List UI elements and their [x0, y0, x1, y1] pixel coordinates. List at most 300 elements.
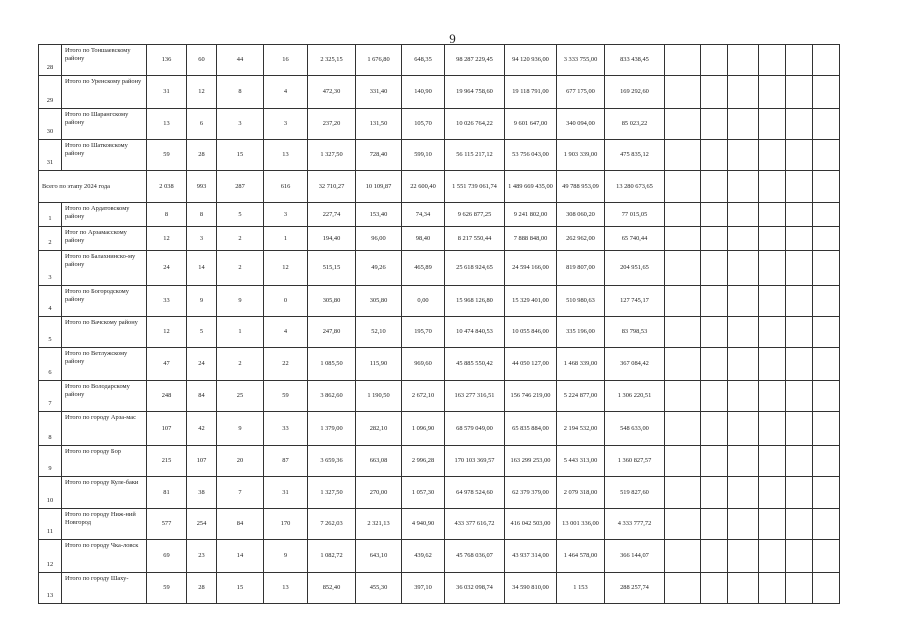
empty-cell — [665, 446, 701, 477]
cell-c7: 195,70 — [402, 317, 445, 348]
cell-c5: 247,80 — [308, 317, 356, 348]
cell-c11: 519 827,60 — [605, 477, 665, 509]
cell-c2: 84 — [187, 381, 217, 412]
cell-c8: 56 115 217,12 — [445, 140, 505, 171]
cell-c10: 819 807,00 — [557, 251, 605, 286]
district-name: Итого по Балахнинско-му району — [62, 251, 147, 286]
district-name: Итого по городу Шаху- — [62, 573, 147, 604]
cell-c10: 510 980,63 — [557, 286, 605, 317]
cell-c4: 22 — [264, 348, 308, 381]
empty-cell — [665, 348, 701, 381]
empty-cell — [759, 573, 786, 604]
empty-cell — [728, 286, 759, 317]
cell-c2: 107 — [187, 446, 217, 477]
cell-c4: 16 — [264, 45, 308, 76]
cell-c4: 170 — [264, 509, 308, 540]
cell-c3: 2 — [217, 227, 264, 251]
cell-c8: 36 032 098,74 — [445, 573, 505, 604]
cell-c2: 42 — [187, 412, 217, 446]
housing-stock-table — [38, 44, 840, 604]
empty-cell — [728, 203, 759, 227]
table-row — [39, 227, 840, 251]
district-name: Итого по Шарангскому району — [62, 109, 147, 140]
cell-c3: 7 — [217, 477, 264, 509]
cell-c9: 156 746 219,00 — [505, 381, 557, 412]
cell-c10: 308 060,20 — [557, 203, 605, 227]
cell-c8: 10 026 764,22 — [445, 109, 505, 140]
empty-cell — [759, 348, 786, 381]
table-row — [39, 509, 840, 540]
empty-cell — [786, 171, 813, 203]
empty-cell — [759, 509, 786, 540]
cell-c9: 9 601 647,00 — [505, 109, 557, 140]
empty-cell — [701, 140, 728, 171]
empty-cell — [728, 76, 759, 109]
empty-cell — [786, 76, 813, 109]
empty-cell — [701, 109, 728, 140]
district-name: Итого по Богородскому району — [62, 286, 147, 317]
cell-c3: 9 — [217, 412, 264, 446]
empty-cell — [813, 509, 840, 540]
empty-cell — [728, 251, 759, 286]
empty-cell — [701, 573, 728, 604]
cell-c11: 475 835,12 — [605, 140, 665, 171]
total-row — [39, 171, 840, 203]
cell-c3: 1 — [217, 317, 264, 348]
cell-c1: 31 — [147, 76, 187, 109]
cell-c2: 60 — [187, 45, 217, 76]
cell-c9: 19 118 791,00 — [505, 76, 557, 109]
empty-cell — [759, 317, 786, 348]
empty-cell — [728, 45, 759, 76]
cell-c9: 15 329 401,00 — [505, 286, 557, 317]
cell-c3: 14 — [217, 540, 264, 573]
empty-cell — [759, 251, 786, 286]
empty-cell — [786, 286, 813, 317]
cell-c10: 13 001 336,00 — [557, 509, 605, 540]
empty-cell — [759, 446, 786, 477]
empty-cell — [786, 140, 813, 171]
cell-c5: 472,30 — [308, 76, 356, 109]
cell-c4: 87 — [264, 446, 308, 477]
cell-c11: 1 360 827,57 — [605, 446, 665, 477]
empty-cell — [728, 227, 759, 251]
empty-cell — [813, 203, 840, 227]
cell-c5: 305,80 — [308, 286, 356, 317]
empty-cell — [665, 381, 701, 412]
table-row — [39, 412, 840, 446]
cell-c4: 13 — [264, 573, 308, 604]
cell-c3: 15 — [217, 573, 264, 604]
empty-cell — [665, 573, 701, 604]
empty-cell — [759, 45, 786, 76]
cell-c11: 367 084,42 — [605, 348, 665, 381]
empty-cell — [701, 76, 728, 109]
empty-cell — [786, 509, 813, 540]
empty-cell — [786, 251, 813, 286]
cell-c5: 237,20 — [308, 109, 356, 140]
cell-c10: 1 464 578,00 — [557, 540, 605, 573]
empty-cell — [813, 317, 840, 348]
empty-cell — [665, 412, 701, 446]
cell-c1: 107 — [147, 412, 187, 446]
cell-c4: 33 — [264, 412, 308, 446]
empty-cell — [728, 540, 759, 573]
cell-c4: 1 — [264, 227, 308, 251]
empty-cell — [813, 412, 840, 446]
cell-c1: 248 — [147, 381, 187, 412]
cell-c10: 1 903 339,00 — [557, 140, 605, 171]
cell-c10: 5 443 313,00 — [557, 446, 605, 477]
empty-cell — [813, 477, 840, 509]
row-number: 8 — [39, 412, 62, 446]
cell-c7: 1 096,90 — [402, 412, 445, 446]
empty-cell — [665, 227, 701, 251]
empty-cell — [701, 45, 728, 76]
row-number: 29 — [39, 76, 62, 109]
row-number: 2 — [39, 227, 62, 251]
empty-cell — [665, 171, 701, 203]
empty-cell — [728, 381, 759, 412]
empty-cell — [728, 573, 759, 604]
cell-c6: 1 190,50 — [356, 381, 402, 412]
empty-cell — [728, 317, 759, 348]
cell-c2: 5 — [187, 317, 217, 348]
cell-c10: 49 788 953,09 — [557, 171, 605, 203]
cell-c2: 28 — [187, 573, 217, 604]
cell-c10: 262 962,00 — [557, 227, 605, 251]
cell-c9: 163 299 253,00 — [505, 446, 557, 477]
district-name: Итого по Ветлужскому району — [62, 348, 147, 381]
table-row — [39, 477, 840, 509]
cell-c5: 852,40 — [308, 573, 356, 604]
table-row — [39, 45, 840, 76]
cell-c7: 4 940,90 — [402, 509, 445, 540]
row-number: 30 — [39, 109, 62, 140]
empty-cell — [786, 573, 813, 604]
empty-cell — [786, 412, 813, 446]
empty-cell — [759, 286, 786, 317]
cell-c5: 2 325,15 — [308, 45, 356, 76]
cell-c9: 34 590 810,00 — [505, 573, 557, 604]
cell-c2: 9 — [187, 286, 217, 317]
empty-cell — [665, 286, 701, 317]
cell-c9: 10 055 846,00 — [505, 317, 557, 348]
empty-cell — [665, 109, 701, 140]
cell-c2: 28 — [187, 140, 217, 171]
cell-c6: 643,10 — [356, 540, 402, 573]
cell-c6: 455,30 — [356, 573, 402, 604]
district-name: Итого по городу Бор — [62, 446, 147, 477]
district-name: Итого по городу Арза-мас — [62, 412, 147, 446]
row-number: 3 — [39, 251, 62, 286]
row-number: 11 — [39, 509, 62, 540]
row-number: 1 — [39, 203, 62, 227]
empty-cell — [701, 317, 728, 348]
cell-c2: 24 — [187, 348, 217, 381]
cell-c5: 3 659,36 — [308, 446, 356, 477]
cell-c8: 15 968 126,80 — [445, 286, 505, 317]
cell-c3: 20 — [217, 446, 264, 477]
cell-c5: 7 262,03 — [308, 509, 356, 540]
empty-cell — [786, 381, 813, 412]
cell-c8: 8 217 550,44 — [445, 227, 505, 251]
cell-c4: 13 — [264, 140, 308, 171]
empty-cell — [759, 140, 786, 171]
empty-cell — [759, 227, 786, 251]
cell-c1: 12 — [147, 227, 187, 251]
cell-c7: 2 672,10 — [402, 381, 445, 412]
cell-c10: 5 224 877,00 — [557, 381, 605, 412]
empty-cell — [759, 171, 786, 203]
cell-c11: 4 333 777,72 — [605, 509, 665, 540]
empty-cell — [701, 171, 728, 203]
cell-c6: 305,80 — [356, 286, 402, 317]
table-row — [39, 286, 840, 317]
empty-cell — [701, 203, 728, 227]
empty-cell — [786, 446, 813, 477]
cell-c10: 3 333 755,00 — [557, 45, 605, 76]
row-number: 10 — [39, 477, 62, 509]
cell-c11: 169 292,60 — [605, 76, 665, 109]
cell-c2: 254 — [187, 509, 217, 540]
cell-c7: 2 996,28 — [402, 446, 445, 477]
cell-c8: 19 964 758,60 — [445, 76, 505, 109]
cell-c1: 59 — [147, 573, 187, 604]
cell-c4: 0 — [264, 286, 308, 317]
table-row — [39, 573, 840, 604]
cell-c4: 31 — [264, 477, 308, 509]
cell-c11: 204 951,65 — [605, 251, 665, 286]
cell-c1: 2 038 — [147, 171, 187, 203]
row-number: 12 — [39, 540, 62, 573]
district-name: Итого по городу Куле-баки — [62, 477, 147, 509]
cell-c1: 69 — [147, 540, 187, 573]
cell-c6: 728,40 — [356, 140, 402, 171]
empty-cell — [786, 477, 813, 509]
cell-c7: 465,89 — [402, 251, 445, 286]
table-row — [39, 381, 840, 412]
empty-cell — [813, 109, 840, 140]
empty-cell — [813, 286, 840, 317]
cell-c9: 1 489 669 435,00 — [505, 171, 557, 203]
empty-cell — [759, 203, 786, 227]
table-row — [39, 446, 840, 477]
table-row — [39, 540, 840, 573]
empty-cell — [701, 348, 728, 381]
cell-c7: 397,10 — [402, 573, 445, 604]
cell-c4: 3 — [264, 203, 308, 227]
empty-cell — [813, 573, 840, 604]
cell-c3: 3 — [217, 109, 264, 140]
cell-c3: 5 — [217, 203, 264, 227]
district-name: Итог по Арзамасскому району — [62, 227, 147, 251]
empty-cell — [786, 540, 813, 573]
cell-c3: 44 — [217, 45, 264, 76]
cell-c8: 68 579 049,00 — [445, 412, 505, 446]
district-name: Итого по Шатковскому району — [62, 140, 147, 171]
cell-c5: 1 085,50 — [308, 348, 356, 381]
district-name: Итого по городу Ниж-ний Новгород — [62, 509, 147, 540]
cell-c2: 12 — [187, 76, 217, 109]
district-name: Итого по Тоншаевскому району — [62, 45, 147, 76]
cell-c6: 96,00 — [356, 227, 402, 251]
empty-cell — [701, 286, 728, 317]
cell-c5: 1 327,50 — [308, 140, 356, 171]
empty-cell — [701, 227, 728, 251]
empty-cell — [813, 348, 840, 381]
empty-cell — [665, 509, 701, 540]
empty-cell — [813, 251, 840, 286]
cell-c7: 0,00 — [402, 286, 445, 317]
cell-c11: 833 438,45 — [605, 45, 665, 76]
empty-cell — [728, 509, 759, 540]
cell-c8: 163 277 316,51 — [445, 381, 505, 412]
cell-c5: 227,74 — [308, 203, 356, 227]
cell-c2: 6 — [187, 109, 217, 140]
row-number: 6 — [39, 348, 62, 381]
table-row — [39, 348, 840, 381]
cell-c9: 7 888 848,00 — [505, 227, 557, 251]
empty-cell — [759, 109, 786, 140]
cell-c5: 1 082,72 — [308, 540, 356, 573]
district-name: Итого по Вачскому району — [62, 317, 147, 348]
page-number: 9 — [449, 31, 456, 46]
empty-cell — [813, 227, 840, 251]
cell-c5: 1 379,00 — [308, 412, 356, 446]
cell-c7: 105,70 — [402, 109, 445, 140]
table-row — [39, 109, 840, 140]
cell-c10: 335 196,00 — [557, 317, 605, 348]
cell-c11: 548 633,00 — [605, 412, 665, 446]
cell-c6: 49,26 — [356, 251, 402, 286]
cell-c3: 287 — [217, 171, 264, 203]
cell-c2: 8 — [187, 203, 217, 227]
empty-cell — [759, 477, 786, 509]
cell-c7: 599,10 — [402, 140, 445, 171]
cell-c5: 194,40 — [308, 227, 356, 251]
empty-cell — [701, 540, 728, 573]
cell-c1: 8 — [147, 203, 187, 227]
empty-cell — [728, 446, 759, 477]
cell-c3: 2 — [217, 251, 264, 286]
cell-c1: 59 — [147, 140, 187, 171]
cell-c9: 65 835 884,00 — [505, 412, 557, 446]
empty-cell — [786, 227, 813, 251]
empty-cell — [813, 540, 840, 573]
cell-c11: 83 798,53 — [605, 317, 665, 348]
empty-cell — [701, 509, 728, 540]
cell-c2: 3 — [187, 227, 217, 251]
cell-c7: 22 600,40 — [402, 171, 445, 203]
cell-c9: 416 042 503,00 — [505, 509, 557, 540]
empty-cell — [665, 317, 701, 348]
cell-c10: 2 194 532,00 — [557, 412, 605, 446]
cell-c8: 433 377 616,72 — [445, 509, 505, 540]
table-row — [39, 203, 840, 227]
cell-c1: 33 — [147, 286, 187, 317]
cell-c6: 115,90 — [356, 348, 402, 381]
row-number: 31 — [39, 140, 62, 171]
row-number: 9 — [39, 446, 62, 477]
cell-c8: 9 626 877,25 — [445, 203, 505, 227]
cell-c11: 127 745,17 — [605, 286, 665, 317]
cell-c3: 9 — [217, 286, 264, 317]
cell-c7: 439,62 — [402, 540, 445, 573]
empty-cell — [728, 477, 759, 509]
empty-cell — [813, 140, 840, 171]
cell-c4: 4 — [264, 76, 308, 109]
cell-c2: 993 — [187, 171, 217, 203]
empty-cell — [701, 446, 728, 477]
total-label: Всего по этапу 2024 года — [39, 171, 147, 203]
empty-cell — [786, 45, 813, 76]
cell-c1: 12 — [147, 317, 187, 348]
cell-c10: 677 175,00 — [557, 76, 605, 109]
cell-c4: 3 — [264, 109, 308, 140]
empty-cell — [728, 348, 759, 381]
cell-c10: 2 079 318,00 — [557, 477, 605, 509]
row-number: 7 — [39, 381, 62, 412]
cell-c2: 23 — [187, 540, 217, 573]
cell-c3: 15 — [217, 140, 264, 171]
cell-c7: 98,40 — [402, 227, 445, 251]
cell-c1: 47 — [147, 348, 187, 381]
empty-cell — [759, 76, 786, 109]
district-name: Итого по Ардатовскому району — [62, 203, 147, 227]
cell-c7: 969,60 — [402, 348, 445, 381]
cell-c6: 331,40 — [356, 76, 402, 109]
cell-c10: 1 153 — [557, 573, 605, 604]
empty-cell — [786, 203, 813, 227]
cell-c8: 170 103 369,57 — [445, 446, 505, 477]
row-number: 28 — [39, 45, 62, 76]
cell-c3: 84 — [217, 509, 264, 540]
cell-c11: 85 023,22 — [605, 109, 665, 140]
empty-cell — [665, 251, 701, 286]
cell-c5: 1 327,50 — [308, 477, 356, 509]
district-name: Итого по Уренскому району — [62, 76, 147, 109]
empty-cell — [701, 477, 728, 509]
cell-c3: 2 — [217, 348, 264, 381]
cell-c1: 136 — [147, 45, 187, 76]
empty-cell — [728, 171, 759, 203]
cell-c11: 65 740,44 — [605, 227, 665, 251]
cell-c1: 577 — [147, 509, 187, 540]
cell-c9: 44 050 127,00 — [505, 348, 557, 381]
empty-cell — [786, 109, 813, 140]
cell-c1: 215 — [147, 446, 187, 477]
empty-cell — [701, 381, 728, 412]
cell-c4: 616 — [264, 171, 308, 203]
cell-c5: 515,15 — [308, 251, 356, 286]
empty-cell — [813, 45, 840, 76]
cell-c1: 13 — [147, 109, 187, 140]
cell-c10: 1 468 339,00 — [557, 348, 605, 381]
cell-c4: 59 — [264, 381, 308, 412]
cell-c9: 43 937 314,00 — [505, 540, 557, 573]
empty-cell — [813, 381, 840, 412]
district-name: Итого по городу Чка-ловск — [62, 540, 147, 573]
cell-c4: 4 — [264, 317, 308, 348]
cell-c2: 38 — [187, 477, 217, 509]
cell-c6: 282,10 — [356, 412, 402, 446]
cell-c8: 45 768 036,07 — [445, 540, 505, 573]
cell-c5: 32 710,27 — [308, 171, 356, 203]
cell-c6: 10 109,87 — [356, 171, 402, 203]
cell-c6: 131,50 — [356, 109, 402, 140]
cell-c11: 77 015,05 — [605, 203, 665, 227]
